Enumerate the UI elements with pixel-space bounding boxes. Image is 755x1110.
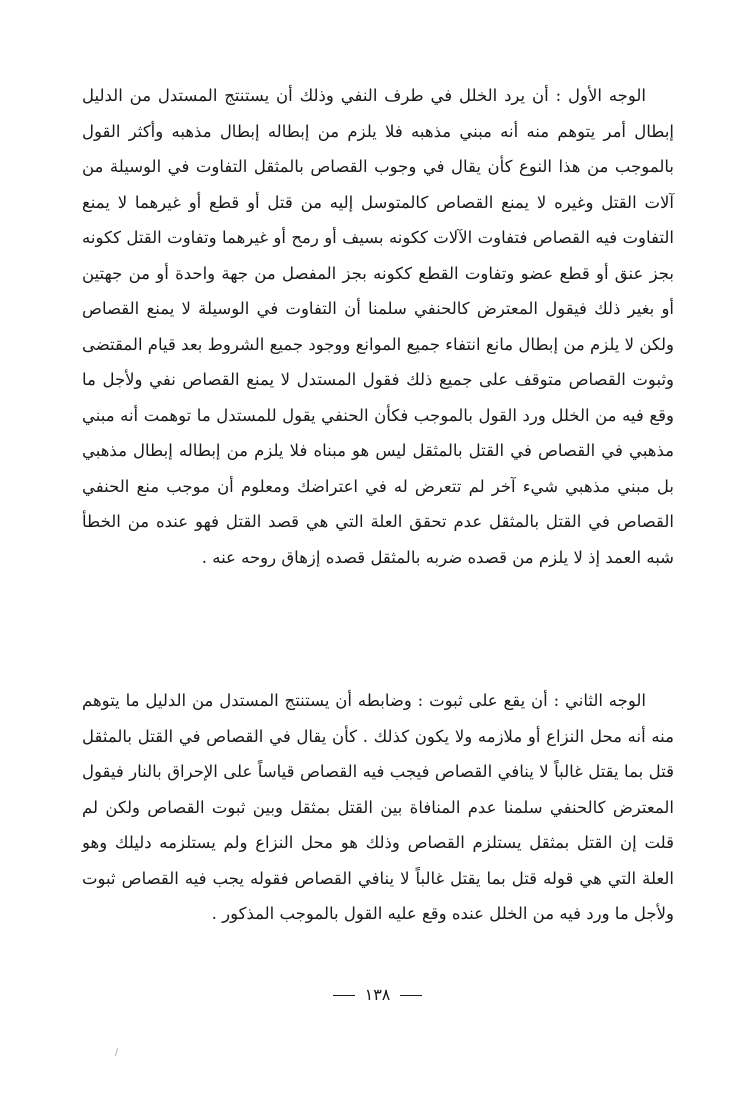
left-dash	[400, 995, 422, 996]
right-dash	[333, 995, 355, 996]
paragraph-second-aspect	[82, 683, 674, 932]
paragraph-text: الوجه الأول : أن يرد الخلل في طرف النفي وذلك أن يستنتج المستدل من الدليل إبطال أمر يتوهم منه أنه مبني مذهبه فلا يلزم من إبطاله إبطال مذهبه وأكثر القول بالموجب من هذا النوع كأن يقال في وجوب القصاص بالمثقل التفاوت في الوسيلة من آلات القتل وغيره لا يمنع القصاص كالمتوسل إليه من قتل أو قطع أو غيرهما لا يمنع التفاوت فيه القصاص فتفاوت الآلات ككونه بسيف أو رمح أو غيرهما وتفاوت القتل ككونه بجز عنق أو قطع عضو وتفاوت القطع ككونه بجز المفصل من جهة واحدة أو من جهتين أو بغير ذلك فيقول المعترض كالحنفي سلمنا أن التفاوت في الوسيلة لا يمنع القصاص ولكن لا يلزم من إبطال مانع انتفاء جميع الموانع ووجود جميع الشروط بعد قيام المقتضى وثبوت القصاص متوقف على جميع ذلك فقول المستدل لا يمنع القصاص نفي ولأجل ما وقع فيه من الخلل ورد القول بالموجب فكأن الحنفي يقول للمستدل ما توهمت أنه مبني مذهبي في القصاص في القتل بالمثقل ليس هو مبناه فلا يلزم من إبطاله إبطال مذهبي بل مبني مذهبي شيء آخر لم تتعرض له في اعتراضك ومعلوم أن موجب منع الحنفي القصاص في القتل بالمثقل عدم تحقق العلة التي هي قصد القتل فهو عنده من الخطأ شبه العمد إذ لا يلزم من قصده ضربه بالمثقل قصده إزهاق روحه عنه .	[82, 86, 674, 567]
paragraph-text: الوجه الثاني : أن يقع على ثبوت : وضابطه أن يستنتج المستدل من الدليل ما يتوهم منه أنه محل النزاع أو ملازمه ولا يكون كذلك . كأن يقال في القصاص في القتل بالمثقل قتل بما يقتل غالباً لا ينافي القصاص فيجب فيه القصاص قياساً على الإحراق بالنار فيقول المعترض كالحنفي سلمنا عدم المنافاة بين القتل بمثقل وبين ثبوت القصاص ولكن لم قلت إن القتل بمثقل يستلزم القصاص وذلك هو محل النزاع ولم يستلزمه دليلك وهو العلة التي هي قوله قتل بما يقتل غالباً لا ينافي القصاص فقوله يجب فيه القصاص ثبوت ولأجل ما ورد فيه من الخلل عنده وقع عليه القول بالموجب المذكور .	[82, 691, 674, 923]
scan-speck	[115, 1048, 118, 1056]
paragraph-first-aspect	[82, 78, 674, 575]
page-number: ١٣٨	[364, 985, 391, 1004]
page-number-footer	[0, 985, 755, 1004]
